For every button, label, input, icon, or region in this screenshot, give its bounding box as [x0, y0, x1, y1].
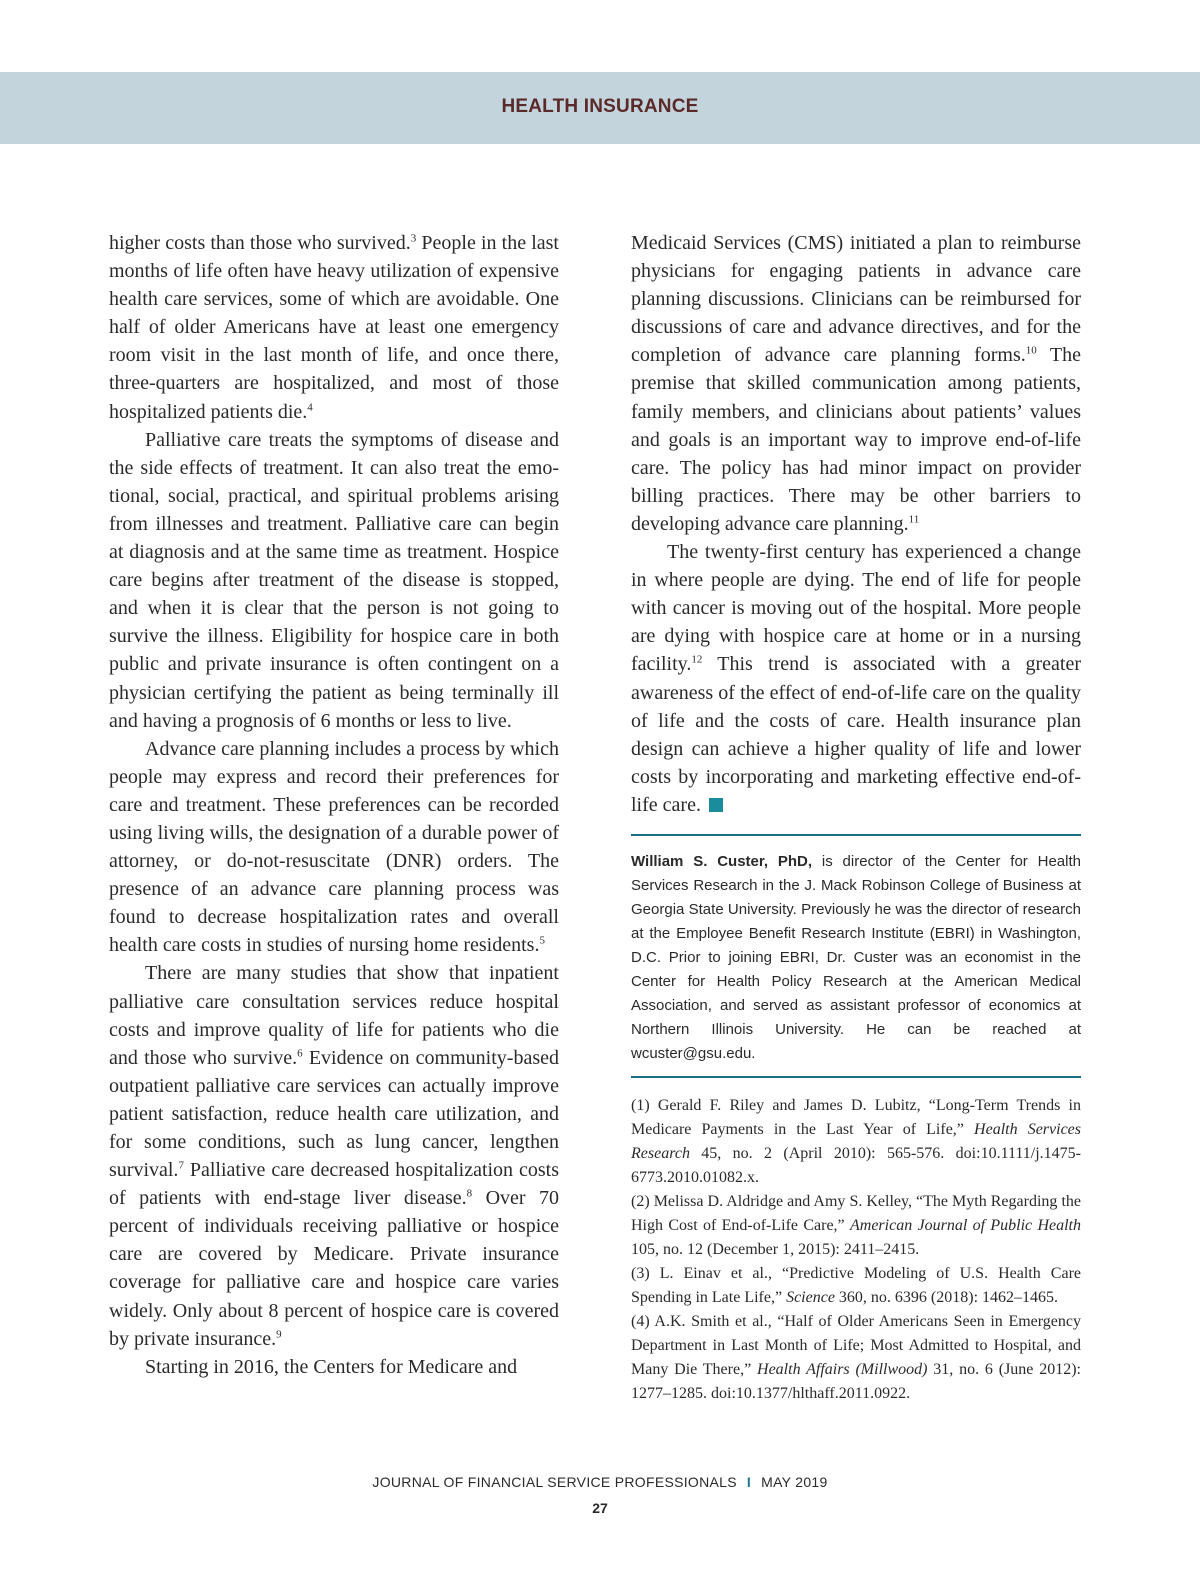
paragraph: The twenty-first century has experienced a change in where people are dying. The end of life for people with cancer is moving out of the hospital. More people are dying with hospice care at home or in a nursing facility.$^{12}$ This trend is associated with a greater awareness of the effect of end-of-life care on the quality of life and the costs of care. Health insurance plan design can achieve a higher quality of life and lower costs by incorporating and marketing effective end-of-life care.	[631, 541, 1081, 816]
reference-item: (2) Melissa D. Aldridge and Amy S. Kelley, “The Myth Regarding the High Cost of End-of-Life Care,” American Journal of Public Health 105, no. 12 (December 1, 2015): 2411–2415.	[631, 1193, 1081, 1258]
right-column	[631, 229, 1081, 819]
footnote-ref: 3	[410, 232, 417, 245]
reference-item: (4) A.K. Smith et al., “Half of Older Americans Seen in Emergency Department in Last Month of Life; Most Admitted to Hospital, and Many Die There,” Health Affairs (Millwood) 31, no. 6 (June 2012): 1277–1285. doi:10.1377/hlthaff.2011.0922.	[631, 1313, 1081, 1402]
issue-date: MAY 2019	[761, 1474, 828, 1490]
footnote-ref: 5	[539, 934, 545, 947]
paragraph: There are many studies that show that inpatient palliative care consultation services reduce hospital costs and improve quality of life for patients who die and those who survive.$^6$ Evidence on community-based outpatient palliative care services can actually improve patient satisfaction, reduce health care utilization, and for some conditions, such as lung cancer, lengthen survival.$^7$ Palliative care decreased hospitalization costs of patients with end-stage liver disease.$^8$ Over 70 percent of individuals receiving palliative or hospice care are covered by Medicare. Private insurance coverage for palliative care and hospice care varies widely. Only about 8 percent of hospice care is covered by private insurance.$^9$	[109, 962, 559, 1350]
references	[631, 1094, 1081, 1406]
section-title: HEALTH INSURANCE	[501, 96, 699, 117]
bio-top-divider	[631, 834, 1081, 836]
paragraph: Palliative care treats the symptoms of disease and the side effects of treatment. It can also treat the emotional, social, practical, and spiritual problems arising from illnesses and treatment. Palliative care can begin at diagnosis and at the same time as treatment. Hospice care begins after treatment of the disease is stopped, and when it is clear that the person is not going to survive the illness. Eligibility for hospice care in both public and private insurance is often contingent on a physician certifying the patient as being terminally ill and having a prognosis of 6 months or less to live.	[109, 428, 559, 732]
author-bio: William S. Custer, PhD, is director of the Center for Health Services Research in the J. Mack Robinson College of Business at Georgia State University. Previously he was the director of research at the Employee Benefit Research Institute (EBRI) in Washington, D.C. Prior to joining EBRI, Dr. Custer was an economist in the Center for Health Policy Research at the American Medical Association, and served as assistant professor of economics at Northern Illinois University. He can be reached at wcuster@gsu.edu.	[631, 853, 1081, 1062]
paragraph: Medicaid Services (CMS) initiated a plan to reimburse physicians for engaging patients in advance care planning discussions. Clinicians can be reimbursed for discussions of care and advance directives, and for the completion of advance care planning forms.$^{10}$ The premise that skilled communication among patients, family members, and clinicians about patients’ values and goals is an important way to improve end-of-life care. The policy has had minor impact on provider billing practices. There may be other barriers to developing advance care planning.$^{11}$	[631, 232, 1081, 535]
footnote-ref: 6	[297, 1047, 303, 1060]
footer-separator: I	[746, 1474, 752, 1490]
running-footer	[0, 1474, 1200, 1490]
paragraph: Advance care planning includes a process by which people may express and record their preferences for care and treatment. These preferences can be recorded using living wills, the designation of a durable power of attorney, or do-not-resuscitate (DNR) orders. The presence of an advance care planning process was found to decrease hospitalization rates and overall health care costs in studies of nursing home residents.$^5$	[109, 737, 559, 957]
footnote-ref: 12	[691, 653, 703, 666]
footnote-ref: 4	[307, 400, 313, 413]
footnote-ref: 7	[178, 1159, 184, 1172]
footnote-ref: 8	[466, 1187, 473, 1200]
page-number: 27	[592, 1500, 608, 1516]
reference-item: (3) L. Einav et al., “Predictive Modeling of U.S. Health Care Spending in Late Life,” Science 360, no. 6396 (2018): 1462–1465.	[631, 1265, 1081, 1306]
bio-bottom-divider	[631, 1076, 1081, 1078]
author-name: William S. Custer, PhD,	[631, 853, 813, 870]
reference-item: (1) Gerald F. Riley and James D. Lubitz, “Long-Term Trends in Medicare Payments in the Last Year of Life,” Health Services Research 45, no. 2 (April 2010): 565-576. doi:10.1111/j.1475-6773.2010.01082.x.	[631, 1097, 1081, 1186]
paragraph: higher costs than those who survived.$^3$ People in the last months of life often have heavy utilization of expensive health care services, some of which are avoidable. One half of older Americans have at least one emergency room visit in the last month of life, and once there, three-quarters are hospitalized, and most of those hospitalized patients die.$^4$	[109, 232, 559, 423]
left-column	[109, 229, 559, 1381]
footnote-ref: 11	[908, 513, 920, 526]
footnote-ref: 9	[276, 1328, 282, 1340]
footnote-ref: 10	[1025, 344, 1037, 357]
end-of-article-square-icon	[709, 798, 723, 812]
journal-name: JOURNAL OF FINANCIAL SERVICE PROFESSIONALS	[372, 1474, 737, 1490]
paragraph: Starting in 2016, the Centers for Medicare and	[145, 1355, 518, 1378]
